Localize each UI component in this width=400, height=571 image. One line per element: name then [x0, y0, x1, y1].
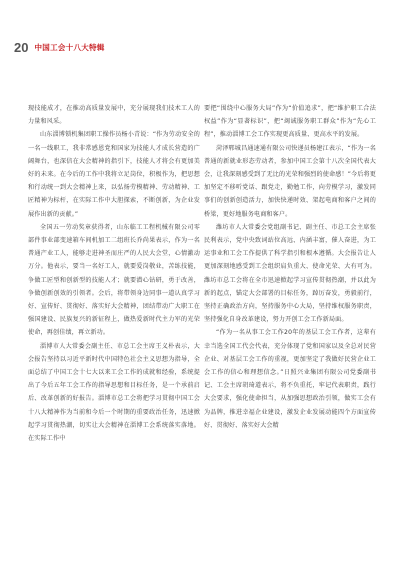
paragraph: 菏泽郓城昌通速通有限公司快递员杨建江表示，“作为一名普通的新就业形态劳动者，参加中国工会第十八次全国代表大会，让我深刻感受到了无比的光荣和强烈的使命感！”今后将更加坚定不移听党话、跟党走，勤勉工作，向劳模学习，激发同事们的创新创造活力，加快快递时效、架起电商和客户之间的桥梁，更好地服务电商和客户。	[204, 144, 376, 218]
publication-title: 中国工会十八大特辑	[34, 42, 105, 52]
paragraph: 要把“围绕中心服务大局”作为“价值追求”，把“维护职工合法权益”作为“显著标识”，把“竭诚服务职工群众”作为“先心工程”，推动淄博工会工作实现更高质量、更高水平的发展。	[204, 105, 376, 139]
right-column	[204, 102, 376, 432]
paragraph: 潍坊市人大常委会党组副书记、副主任、市总工会主席张民利表示，党中央致词站位高远、内涵丰富，催人奋进，为工运事业和工会工作提供了科学指引和根本遵循。大会报告让人更加深刻地感受到工会组织肩负重大、使命光荣、大有可为。潍坊市总工会将在全市迅速掀起学习宣传贯彻热潮，并以此为新的起点，锚定大会部署的目标任务，踔厉奋发，勇毅前行，坚持正确政治方向，坚持服务中心大局，坚持维权服务职责，坚持强化自身改革建设，努力开创工会工作新局面。	[204, 223, 376, 324]
left-column	[28, 102, 200, 445]
paragraph: 全国五一劳动奖章获得者，山东临工工程机械有限公司零部件事业部变速箱车间机加工二组班长乔尚果表示，作为一名普通产业工人，能够走进神圣而庄严的人民大会堂，心情激动万分。他表示，要当一名好工人，就要爱岗敬业，苦练技能，争做工匠型和创新型的技能人才；就要潜心钻研，勇于改善，争做创新创效的引领者。会后，将带领身边同事一道认真学习好、宣传好、贯彻好、落实好大会精神，团结带动广大职工在强国建设、民族复兴的新征程上，做热爱新时代主力军的光荣使命，再创佳绩，再立新功。	[28, 223, 200, 337]
paragraph: 山东淄博锁机集团职工操作员杨小青说：“作为劳动安全的一名一线职工，我非常感恩党和国家为技能人才成长营造的广阔舞台，也深信在大会精神的指引下，技能人才将会有更加美好的未来。在今后的工作中我将立足岗位，积极作为，把思想和行动统一到大会精神上来，以弘扬劳模精神、劳动精神、工匠精神为标杆，在实际工作中大胆探索，不断创新，为企业发展作出新的贡献。”	[28, 131, 200, 218]
paragraph: 现技能成才，在推动高质量发展中，充分展现我们技术工人的力量和风采。	[28, 105, 200, 126]
paragraph: “作为一名从事工会工作20年的基层工会工作者，这辈有幸当选全国工代会代表，充分体现了党和国家以及全总对民营企业、对基层工会工作的重视，更加坚定了我做好民营企业工会工作的信心和理想信念。”日照兴业集团有限公司党委副书记、工会主席胡琦道表示，将不负重托，牢记代表职责，践行大会要求，强化使命担当，从加强思想政治引领，做实工会有为品牌，推进幸福企业建设，激发企业发展动能四个方面宣传好、贯彻好、落实好大会精	[204, 329, 376, 429]
page-number: 20	[14, 39, 29, 55]
paragraph: 淄博市人大常委会副主任、市总工会主席王义朴表示，大会报告坚持以习近平新时代中国特色社会主义思想为指导，全面总结了中国工会十七大以来工会工作的成就和经验，系统提出了今后五年工会工作的指导思想和目标任务，是一个承前启后、改革创新的好报告。淄博市总工会将把学习贯彻中国工会十八大精神作为当前和今后一个时期的重要政治任务，迅速掀起学习贯彻热潮，切实让大会精神在淄博工会系统落实落地。在实际工作中	[28, 342, 200, 443]
page-header	[14, 40, 105, 54]
